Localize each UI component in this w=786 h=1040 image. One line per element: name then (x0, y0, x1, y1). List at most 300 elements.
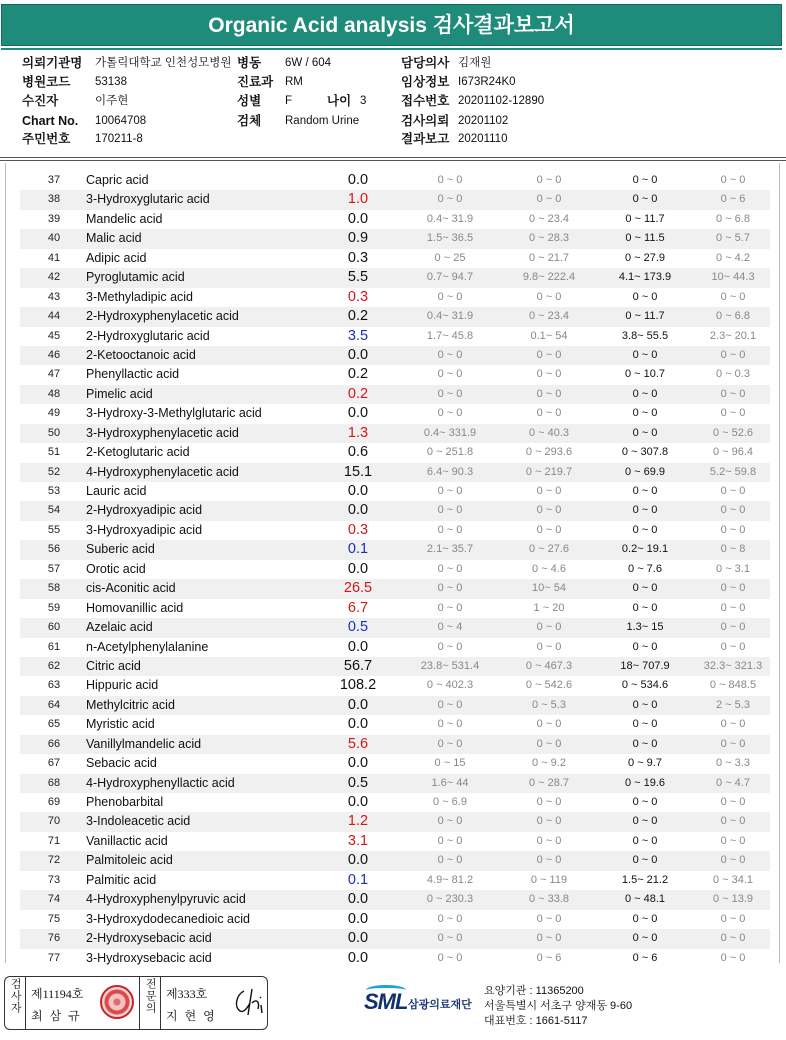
result-name: 2-Ketoglutaric acid (86, 445, 190, 460)
divider-bottom (0, 160, 786, 161)
result-value: 0.0 (347, 910, 369, 927)
reference-range-4: 0 ~ 8 (720, 543, 746, 556)
reference-range-3: 0 ~ 0 (632, 640, 658, 653)
result-name: Phenyllactic acid (86, 367, 180, 382)
patient-value: 이주현 (95, 95, 129, 107)
result-value: 0.0 (347, 483, 369, 499)
table-row (20, 890, 770, 909)
reference-range-4: 0 ~ 6 (720, 193, 746, 206)
reference-range-1: 0.4~ 31.9 (426, 310, 474, 323)
result-value: 0.0 (347, 949, 369, 966)
seal-stamp-icon (100, 985, 134, 1019)
result-name: 4-Hydroxyphenylacetic acid (86, 464, 239, 479)
reference-range-1: 0 ~ 0 (437, 834, 463, 847)
result-value: 5.6 (347, 735, 369, 752)
reference-range-2: 0.1~ 54 (530, 329, 568, 342)
reference-range-4: 0 ~ 0 (720, 407, 746, 420)
table-row (20, 268, 770, 287)
reference-range-4: 0 ~ 0 (720, 504, 746, 517)
result-name: Sebacic acid (86, 756, 157, 771)
reference-range-4: 0 ~ 0 (720, 834, 746, 847)
resident-no-label: 주민번호 (22, 132, 71, 146)
reference-range-2: 0 ~ 6 (536, 951, 562, 964)
table-row (20, 249, 770, 268)
reference-range-1: 0 ~ 0 (437, 640, 463, 653)
reference-range-3: 0 ~ 0 (632, 290, 658, 303)
sml-logo (364, 985, 494, 1025)
reference-range-2: 0 ~ 0 (536, 718, 562, 731)
table-row (20, 346, 770, 365)
table-row (20, 754, 770, 773)
result-name: Phenobarbital (86, 795, 164, 809)
result-value: 0.3 (347, 288, 369, 305)
reference-range-1: 0.4~ 331.9 (423, 426, 477, 439)
reference-range-2: 0 ~ 0 (536, 290, 562, 303)
result-no: 65 (47, 718, 61, 731)
reference-range-2: 0 ~ 119 (530, 873, 568, 886)
result-name: Azelaic acid (86, 620, 153, 635)
institution-value: 가톨릭대학교 인천성모병원 (95, 57, 232, 69)
result-name: 3-Methyladipic acid (86, 289, 193, 304)
result-no: 63 (47, 679, 61, 692)
report-footer (0, 968, 786, 1040)
reference-range-2: 0 ~ 0 (536, 193, 562, 206)
result-no: 74 (47, 893, 61, 906)
reference-range-2: 0 ~ 28.3 (528, 232, 570, 245)
result-no: 37 (47, 174, 61, 186)
result-no: 49 (47, 407, 61, 420)
result-no: 53 (47, 485, 61, 497)
table-row (20, 385, 770, 404)
result-value: 5.5 (347, 269, 369, 286)
result-name: 2-Hydroxyglutaric acid (86, 328, 210, 343)
result-name: 3-Indoleacetic acid (86, 814, 191, 829)
reference-range-2: 10~ 54 (532, 582, 566, 595)
result-name: 3-Hydroxydodecanedioic acid (86, 911, 250, 926)
reference-range-1: 1.7~ 45.8 (426, 329, 474, 342)
reference-range-4: 0 ~ 0 (720, 854, 746, 867)
result-value: 0.0 (347, 172, 369, 188)
result-name: Orotic acid (86, 561, 146, 576)
result-value: 1.0 (347, 191, 369, 208)
result-name: 4-Hydroxyphenyllactic acid (86, 775, 235, 790)
table-row (20, 210, 770, 229)
reference-range-3: 1.3~ 15 (626, 621, 664, 634)
result-no: 77 (47, 951, 61, 964)
result-no: 72 (47, 854, 61, 867)
reference-range-3: 0 ~ 0 (632, 737, 658, 750)
divider (160, 977, 161, 1029)
reference-range-1: 4.9~ 81.2 (426, 873, 474, 886)
reference-range-1: 1.5~ 36.5 (426, 232, 474, 245)
result-no: 69 (47, 796, 61, 808)
reference-range-4: 0 ~ 0 (720, 932, 746, 945)
hospital-code-value: 53138 (95, 76, 127, 88)
reference-range-3: 0 ~ 0 (632, 174, 658, 186)
reference-range-4: 0 ~ 0 (720, 640, 746, 653)
reference-range-2: 0 ~ 40.3 (528, 426, 570, 439)
result-value: 0.5 (347, 619, 369, 636)
request-date-value: 20201102 (458, 115, 509, 127)
logo-text: SML (364, 989, 408, 1014)
table-row (20, 793, 770, 812)
table-row (20, 482, 770, 501)
reference-range-2: 0 ~ 467.3 (525, 659, 573, 672)
reference-range-1: 0 ~ 0 (437, 582, 463, 595)
examiner-id: 제11194호 (31, 987, 84, 1001)
reference-range-2: 0 ~ 21.7 (528, 251, 570, 264)
table-row (20, 171, 770, 190)
result-name: Myristic acid (86, 717, 155, 732)
result-no: 75 (47, 912, 61, 925)
result-no: 39 (47, 212, 61, 225)
result-no: 44 (47, 310, 61, 323)
reference-range-3: 0 ~ 307.8 (621, 446, 669, 459)
reference-range-1: 0 ~ 251.8 (426, 446, 474, 459)
table-row (20, 676, 770, 695)
reference-range-3: 4.1~ 173.9 (618, 271, 672, 284)
reference-range-4: 0 ~ 4.7 (716, 776, 750, 789)
reference-range-4: 0 ~ 0 (720, 485, 746, 497)
result-no: 48 (47, 387, 61, 400)
reference-range-1: 0 ~ 4 (437, 621, 463, 634)
result-no: 38 (47, 193, 61, 206)
result-no: 45 (47, 329, 61, 342)
result-value: 0.0 (347, 638, 369, 655)
resident-no-value: 170211-8 (95, 133, 143, 145)
reference-range-3: 0 ~ 27.9 (624, 251, 666, 264)
result-no: 59 (47, 601, 61, 614)
reference-range-2: 0 ~ 0 (536, 485, 562, 497)
reference-range-3: 0 ~ 0 (632, 718, 658, 731)
reference-range-1: 0 ~ 0 (437, 698, 463, 711)
table-row (20, 229, 770, 248)
reference-range-2: 0 ~ 9.2 (532, 757, 566, 770)
lab-name: 삼광의료재단 (408, 998, 472, 1011)
reference-range-4: 0 ~ 0.3 (716, 368, 750, 381)
reference-range-4: 0 ~ 0 (720, 582, 746, 595)
reference-range-3: 0 ~ 0 (632, 854, 658, 867)
reference-range-4: 10~ 44.3 (711, 271, 755, 284)
reference-range-1: 0 ~ 15 (434, 757, 466, 770)
result-value: 56.7 (343, 657, 373, 674)
reference-range-4: 0 ~ 5.7 (716, 232, 750, 245)
reference-range-3: 18~ 707.9 (620, 659, 670, 672)
reference-range-2: 0 ~ 0 (536, 834, 562, 847)
reference-range-1: 0 ~ 0 (437, 815, 463, 828)
chart-no-label: Chart No. (22, 114, 79, 128)
result-name: Citric acid (86, 658, 141, 673)
result-name: Mandelic acid (86, 211, 163, 226)
reference-range-3: 0 ~ 0 (632, 815, 658, 828)
reference-range-1: 0 ~ 0 (437, 485, 463, 497)
result-value: 1.2 (347, 813, 369, 830)
reference-range-1: 0 ~ 25 (434, 251, 466, 264)
result-name: Pyroglutamic acid (86, 270, 185, 285)
result-name: 4-Hydroxyphenylpyruvic acid (86, 892, 246, 907)
reference-range-4: 0 ~ 0 (720, 815, 746, 828)
reference-range-3: 0 ~ 11.7 (625, 212, 665, 225)
table-row (20, 560, 770, 579)
result-value: 0.3 (347, 521, 369, 538)
reference-range-1: 0 ~ 402.3 (426, 679, 474, 692)
result-name: 2-Hydroxyadipic acid (86, 503, 203, 518)
reference-range-1: 0 ~ 0 (437, 387, 463, 400)
result-value: 0.2 (347, 385, 369, 402)
result-name: Adipic acid (86, 250, 147, 265)
reference-range-3: 0 ~ 534.6 (621, 679, 669, 692)
reference-range-4: 0 ~ 6.8 (716, 212, 750, 225)
title-underline (1, 48, 782, 50)
clinical-info-label: 임상정보 (401, 75, 450, 89)
reference-range-3: 0 ~ 69.9 (624, 465, 666, 478)
table-row (20, 365, 770, 384)
table-row (20, 327, 770, 346)
reference-range-1: 0 ~ 0 (437, 562, 463, 575)
result-no: 46 (47, 348, 61, 361)
reference-range-2: 0 ~ 0 (536, 368, 562, 381)
reference-range-4: 0 ~ 0 (720, 951, 746, 964)
examiner-name: 최 삼 규 (31, 1009, 82, 1023)
reference-range-1: 0 ~ 0 (437, 174, 463, 186)
table-row (20, 190, 770, 209)
reference-range-1: 0 ~ 0 (437, 523, 463, 536)
reference-range-4: 0 ~ 6.8 (716, 310, 750, 323)
result-name: 2-Ketooctanoic acid (86, 347, 196, 362)
result-value: 6.7 (347, 599, 369, 616)
result-no: 52 (47, 465, 61, 478)
patient-info (0, 55, 786, 155)
reference-range-1: 2.1~ 35.7 (426, 543, 474, 556)
result-name: 3-Hydroxyadipic acid (86, 522, 203, 537)
table-row (20, 774, 770, 793)
table-row (20, 715, 770, 734)
lab-address: 서울특별시 서초구 양재동 9-60 (484, 1000, 633, 1012)
result-no: 64 (47, 698, 61, 711)
result-value: 108.2 (339, 677, 377, 694)
table-row (20, 579, 770, 598)
reference-range-1: 0 ~ 0 (437, 951, 463, 964)
reference-range-4: 0 ~ 0 (720, 290, 746, 303)
reference-range-1: 0 ~ 6.9 (433, 796, 467, 808)
reference-range-4: 5.2~ 59.8 (709, 465, 757, 478)
result-value: 0.0 (347, 502, 369, 519)
reference-range-3: 0 ~ 0 (632, 504, 658, 517)
reference-range-2: 0 ~ 0 (536, 912, 562, 925)
reference-range-2: 0 ~ 0 (536, 504, 562, 517)
age-label: 나이 (327, 94, 352, 108)
result-name: 3-Hydroxyphenylacetic acid (86, 425, 239, 440)
result-no: 68 (47, 776, 61, 789)
result-name: Vanillylmandelic acid (86, 736, 202, 751)
reference-range-3: 0 ~ 0 (632, 698, 658, 711)
reference-range-2: 0 ~ 0 (536, 815, 562, 828)
result-name: Hippuric acid (86, 678, 159, 693)
result-value: 0.1 (347, 541, 369, 558)
table-row (20, 910, 770, 929)
result-value: 0.0 (347, 696, 369, 713)
result-name: Lauric acid (86, 484, 147, 498)
reference-range-3: 0 ~ 0 (632, 796, 658, 808)
result-no: 51 (47, 446, 61, 459)
result-no: 42 (47, 271, 61, 284)
reference-range-4: 0 ~ 0 (720, 737, 746, 750)
results-table (20, 171, 770, 968)
result-value: 0.1 (347, 871, 369, 888)
institution-label: 의뢰기관명 (22, 56, 83, 70)
result-no: 62 (47, 659, 61, 672)
reference-range-3: 0 ~ 19.6 (624, 776, 666, 789)
reference-range-4: 0 ~ 0 (720, 387, 746, 400)
result-no: 67 (47, 757, 61, 770)
reference-range-3: 0 ~ 7.6 (628, 562, 662, 575)
result-value: 0.2 (347, 308, 369, 325)
report-title: Organic Acid analysis 검사결과보고서 (1, 4, 782, 46)
result-no: 40 (47, 232, 61, 245)
result-no: 66 (47, 737, 61, 750)
table-row (20, 599, 770, 618)
table-row (20, 812, 770, 831)
result-no: 70 (47, 815, 61, 828)
result-no: 55 (47, 523, 61, 536)
reference-range-4: 2 ~ 5.3 (716, 698, 750, 711)
reference-range-1: 1.6~ 44 (431, 776, 469, 789)
age-value: 3 (360, 95, 367, 107)
reference-range-3: 0 ~ 0 (632, 932, 658, 945)
result-name: Pimelic acid (86, 386, 153, 401)
result-value: 0.0 (347, 716, 369, 733)
result-value: 3.1 (347, 832, 369, 849)
receipt-no-label: 접수번호 (401, 94, 450, 108)
reference-range-2: 0 ~ 542.6 (525, 679, 573, 692)
reference-range-4: 0 ~ 0 (720, 718, 746, 731)
reference-range-3: 0 ~ 0 (632, 582, 658, 595)
reference-range-2: 0 ~ 0 (536, 407, 562, 420)
reference-range-1: 0 ~ 0 (437, 407, 463, 420)
result-value: 0.9 (347, 230, 369, 247)
ward-label: 병동 (237, 56, 262, 70)
dept-label: 진료과 (237, 75, 274, 89)
reference-range-2: 0 ~ 0 (536, 796, 562, 808)
hospital-code-label: 병원코드 (22, 75, 71, 89)
result-value: 0.2 (347, 366, 369, 383)
result-no: 60 (47, 621, 61, 634)
table-row (20, 501, 770, 520)
chart-no-value: 10064708 (95, 115, 147, 127)
reference-range-1: 0 ~ 0 (437, 193, 463, 206)
result-no: 61 (47, 640, 61, 653)
reference-range-2: 0 ~ 4.6 (532, 562, 566, 575)
reference-range-3: 0 ~ 0 (632, 407, 658, 420)
result-no: 58 (47, 582, 61, 595)
reference-range-1: 0 ~ 0 (437, 504, 463, 517)
specimen-value: Random Urine (285, 115, 360, 127)
table-row (20, 288, 770, 307)
result-value: 0.0 (347, 852, 369, 869)
specimen-label: 검체 (237, 114, 262, 128)
report-date-label: 결과보고 (401, 132, 450, 146)
result-value: 0.0 (347, 210, 369, 227)
reference-range-1: 0 ~ 0 (437, 912, 463, 925)
result-no: 41 (47, 251, 61, 264)
reference-range-4: 0 ~ 0 (720, 348, 746, 361)
reference-range-2: 9.8~ 222.4 (522, 271, 576, 284)
reference-range-3: 0 ~ 11.5 (625, 232, 665, 245)
table-row (20, 638, 770, 657)
patient-label: 수진자 (22, 94, 59, 108)
reference-range-3: 0 ~ 0 (632, 912, 658, 925)
result-name: Vanillactic acid (86, 833, 168, 848)
table-row (20, 696, 770, 715)
reference-range-3: 0 ~ 6 (632, 951, 658, 964)
result-name: Methylcitric acid (86, 697, 175, 712)
result-name: 3-Hydroxysebacic acid (86, 950, 212, 965)
signature-box (4, 976, 268, 1030)
reference-range-4: 0 ~ 4.2 (716, 251, 750, 264)
specialist-id: 제333호 (166, 987, 208, 1001)
reference-range-2: 0 ~ 0 (536, 640, 562, 653)
result-no: 43 (47, 290, 61, 303)
reference-range-4: 0 ~ 0 (720, 174, 746, 186)
specialist-name: 지 현 영 (166, 1009, 217, 1023)
table-row (20, 307, 770, 326)
reference-range-3: 0.2~ 19.1 (621, 543, 669, 556)
table-row (20, 657, 770, 676)
table-row (20, 540, 770, 559)
reference-range-2: 0 ~ 0 (536, 348, 562, 361)
report-date-value: 20201110 (458, 133, 508, 145)
table-row (20, 404, 770, 423)
reference-range-3: 0 ~ 48.1 (624, 893, 666, 906)
result-name: 2-Hydroxysebacic acid (86, 931, 212, 946)
reference-range-3: 0 ~ 0 (632, 485, 658, 497)
ward-value: 6W / 604 (285, 57, 332, 69)
reference-range-4: 0 ~ 0 (720, 621, 746, 634)
reference-range-2: 0 ~ 0 (536, 854, 562, 867)
reference-range-2: 0 ~ 219.7 (525, 465, 573, 478)
reference-range-3: 3.8~ 55.5 (621, 329, 669, 342)
reference-range-4: 0 ~ 52.6 (712, 426, 754, 439)
reference-range-3: 1.5~ 21.2 (621, 873, 669, 886)
reference-range-3: 0 ~ 9.7 (628, 757, 662, 770)
reference-range-4: 0 ~ 13.9 (712, 893, 754, 906)
reference-range-3: 0 ~ 0 (632, 387, 658, 400)
result-value: 0.0 (347, 560, 369, 577)
reference-range-2: 0 ~ 0 (536, 932, 562, 945)
sex-value: F (285, 95, 293, 107)
result-no: 73 (47, 873, 61, 886)
result-value: 3.5 (347, 327, 369, 344)
table-row (20, 443, 770, 462)
reference-range-2: 0 ~ 0 (536, 621, 562, 634)
reference-range-1: 0 ~ 0 (437, 718, 463, 731)
result-name: n-Acetylphenylalanine (86, 639, 209, 654)
result-value: 0.0 (347, 755, 369, 772)
reference-range-1: 23.8~ 531.4 (420, 659, 480, 672)
receipt-no-value: 20201102-12890 (458, 95, 545, 107)
table-row (20, 521, 770, 540)
reference-range-4: 0 ~ 848.5 (709, 679, 757, 692)
table-row (20, 929, 770, 948)
table-row (20, 424, 770, 443)
result-no: 54 (47, 504, 61, 517)
dept-value: RM (285, 76, 303, 88)
reference-range-4: 0 ~ 96.4 (712, 446, 754, 459)
reference-range-4: 0 ~ 0 (720, 796, 746, 808)
doctor-value: 김재원 (458, 57, 492, 69)
table-row (20, 871, 770, 890)
divider (25, 977, 26, 1029)
